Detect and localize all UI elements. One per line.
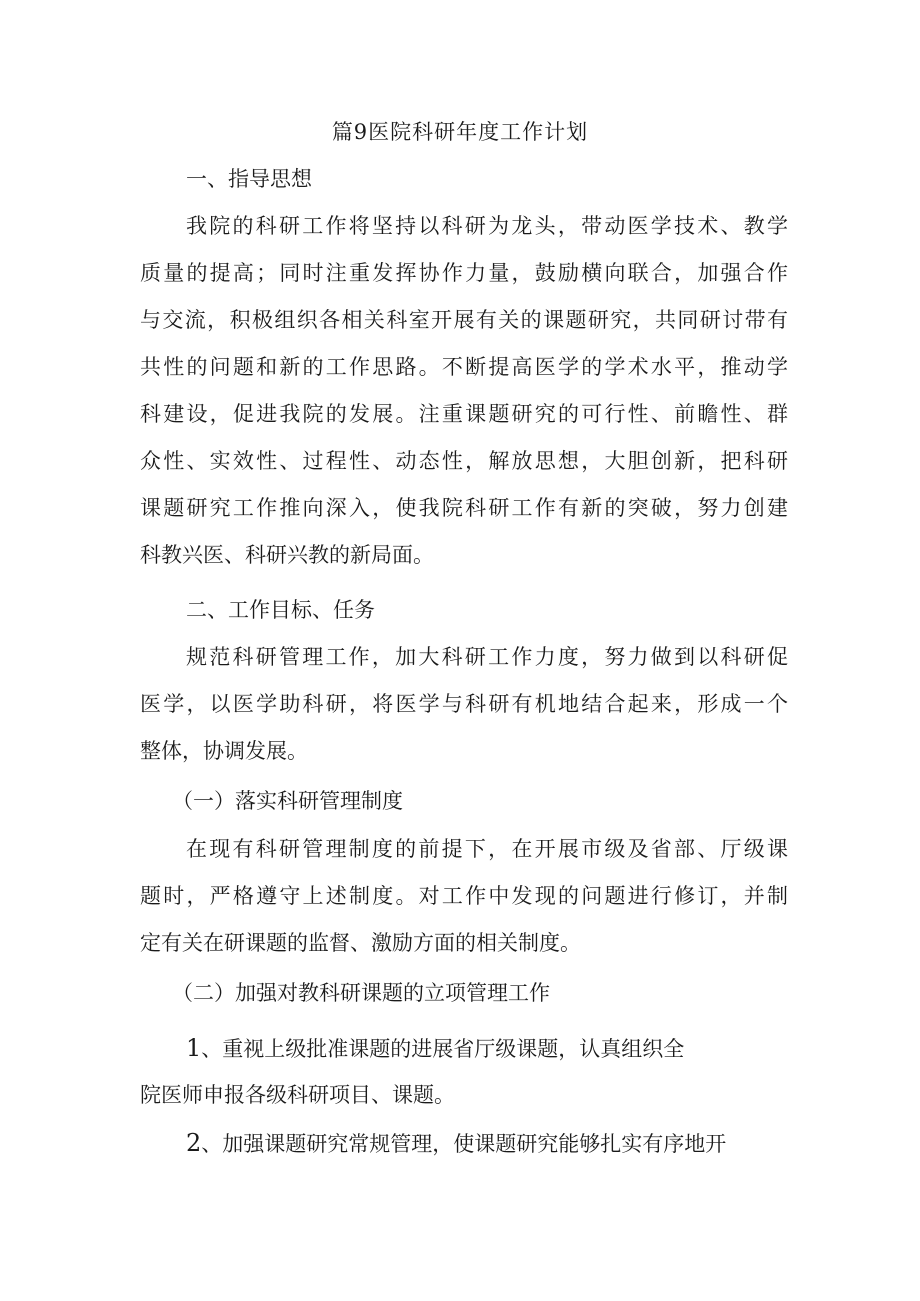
sub1-line: 定有关在研课题的监督、激励方面的相关制度。 bbox=[140, 931, 581, 955]
sub1-line: 在现有科研管理制度的前提下，在开展市级及省部、厅级课 bbox=[186, 837, 788, 861]
section1-line: 科建设，促进我院的发展。注重课题研究的可行性、前瞻性、群 bbox=[140, 402, 788, 426]
sub2-heading: （二）加强对教科研课题的立项管理工作 bbox=[172, 981, 550, 1005]
section2-heading: 二、工作目标、任务 bbox=[186, 598, 375, 622]
section1-line: 我院的科研工作将坚持以科研为龙头，带动医学技术、教学 bbox=[186, 214, 788, 238]
item2-number: 2 bbox=[186, 1129, 202, 1157]
document-title: 篇9医院科研年度工作计划 bbox=[331, 120, 589, 144]
item1-line bbox=[186, 1030, 684, 1067]
item2-line bbox=[186, 1125, 726, 1162]
section2-line: 整体，协调发展。 bbox=[140, 739, 308, 763]
section2-line: 规范科研管理工作，加大科研工作力度，努力做到以科研促 bbox=[186, 645, 788, 669]
item1-text: 、重视上级批准课题的进展省厅级课题，认真组织全 bbox=[201, 1037, 685, 1061]
item1-continuation: 院医师申报各级科研项目、课题。 bbox=[140, 1083, 455, 1107]
section1-line: 质量的提高；同时注重发挥协作力量，鼓励横向联合，加强合作 bbox=[140, 261, 788, 285]
section1-line: 科教兴医、科研兴教的新局面。 bbox=[140, 543, 434, 567]
section2-line: 医学，以医学助科研，将医学与科研有机地结合起来，形成一个 bbox=[140, 692, 788, 716]
item1-number: 1 bbox=[186, 1034, 202, 1062]
item2-text: 、加强课题研究常规管理，使课题研究能够扎实有序地开 bbox=[201, 1132, 727, 1156]
section1-line: 共性的问题和新的工作思路。不断提高医学的学术水平，推动学 bbox=[140, 355, 788, 379]
sub1-line: 题时，严格遵守上述制度。对工作中发现的问题进行修订，并制 bbox=[140, 884, 788, 908]
sub1-heading: （一）落实科研管理制度 bbox=[172, 789, 403, 813]
section1-line: 与交流，积极组织各相关科室开展有关的课题研究，共同研讨带有 bbox=[140, 308, 788, 332]
section1-heading: 一、指导思想 bbox=[186, 167, 312, 191]
section1-line: 课题研究工作推向深入，使我院科研工作有新的突破，努力创建 bbox=[140, 496, 788, 520]
section1-line: 众性、实效性、过程性、动态性，解放思想，大胆创新，把科研 bbox=[140, 449, 788, 473]
